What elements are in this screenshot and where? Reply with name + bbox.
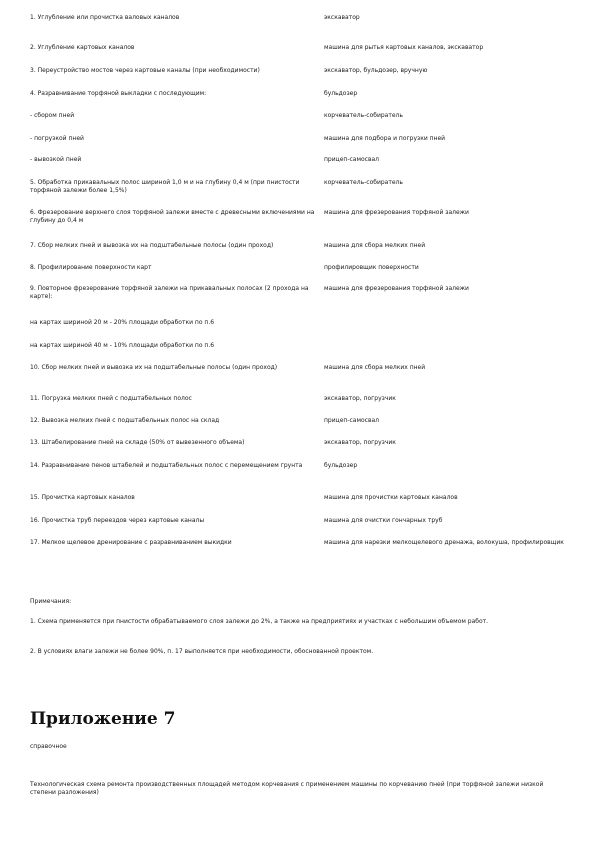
operation-text: 1. Углубление или прочистка валовых каналов	[30, 14, 180, 21]
appendix-description: Технологическая схема ремонта производственных площадей методом корчевания с применением машины по корчеванию пней (при торфяной залежи низкой степени разложения)	[30, 781, 544, 796]
machine-text: профилировщик поверхности	[324, 264, 419, 271]
machine-text: прицеп-самосвал	[324, 156, 380, 163]
machine-text: корчеватель-собиратель	[324, 112, 403, 119]
machine-text: экскаватор, бульдозер, вручную	[324, 67, 428, 74]
operation-text: 17. Мелкое щелевое дренирование с разравниванием выкидки	[30, 539, 232, 546]
note-item: 1. Схема применяется при пнистости обрабатываемого слоя залежи до 2%, а также на предприятиях и участках с небольшим объемом работ.	[30, 618, 489, 625]
machine-text: машина для фрезерования торфяной залежи	[324, 285, 469, 292]
operation-text: на картах шириной 40 м - 10% площади обработки по п.6	[30, 342, 215, 349]
operation-text: 16. Прочистка труб переездов через картовые каналы	[30, 517, 205, 524]
operation-text: 11. Погрузка мелких пней с подштабельных полос	[30, 395, 192, 402]
operation-text: 14. Разравнивание пенов штабелей и подштабельных полос с перемещением грунта	[30, 462, 303, 469]
machine-text: экскаватор, погрузчик	[324, 439, 396, 446]
appendix-title: Приложение 7	[30, 709, 176, 729]
notes-heading: Примечания:	[30, 598, 72, 605]
operation-text: - погрузкой пней	[30, 135, 84, 142]
operation-text: 15. Прочистка картовых каналов	[30, 494, 135, 501]
operation-text: 5. Обработка прикавальных полос шириной 1,0 м и на глубину 0,4 м (при пнистости торфяной залежи более 1,5%)	[30, 179, 300, 194]
machine-text: машина для нарезки мелкощелевого дренажа, волокуша, профилировщик	[324, 539, 564, 546]
operation-text: - сбором пней	[30, 112, 75, 119]
operation-text: - вывозкой пней	[30, 156, 82, 163]
operation-text: 10. Сбор мелких пней и вывозка их на подштабельные полосы (один проход)	[30, 364, 278, 371]
appendix-subtitle: справочное	[30, 743, 67, 750]
operation-text: 3. Переустройство мостов через картовые каналы (при необходимости)	[30, 67, 260, 74]
machine-text: бульдозер	[324, 462, 358, 469]
operation-text: 6. Фрезерование верхнего слоя торфяной залежи вместе с древесными включениями на глубину до 0,4 м	[30, 209, 315, 224]
machine-text: бульдозер	[324, 90, 358, 97]
operation-text: 13. Штабелирование пней на складе (50% от вывезенного объема)	[30, 439, 245, 446]
operation-text: 8. Профилирование поверхности карт	[30, 264, 152, 271]
operation-text: 9. Повторное фрезерование торфяной залежи на прикавальных полосах (2 прохода на карте):	[30, 285, 309, 300]
operation-text: на картах шириной 20 м - 20% площади обработки по п.6	[30, 319, 215, 326]
machine-text: машина для фрезерования торфяной залежи	[324, 209, 469, 216]
machine-text: прицеп-самосвал	[324, 417, 380, 424]
machine-text: машина для прочистки картовых каналов	[324, 494, 458, 501]
machine-text: машина для сбора мелких пней	[324, 242, 426, 249]
machine-text: экскаватор, погрузчик	[324, 395, 396, 402]
operation-text: 4. Разравнивание торфяной выкладки с последующим:	[30, 90, 207, 97]
machine-text: машина для очистки гончарных труб	[324, 517, 443, 524]
machine-text: машина для сбора мелких пней	[324, 364, 426, 371]
operation-text: 12. Вывозка мелких пней с подштабельных полос на склад	[30, 417, 220, 424]
note-item: 2. В условиях влаги залежи не более 90%, п. 17 выполняется при необходимости, обоснованной проектом.	[30, 648, 374, 655]
machine-text: машина для рытья картовых каналов, экскаватор	[324, 44, 484, 51]
machine-text: экскаватор	[324, 14, 360, 21]
machine-text: корчеватель-собиратель	[324, 179, 403, 186]
operation-text: 7. Сбор мелких пней и вывозка их на подштабельные полосы (один проход)	[30, 242, 274, 249]
machine-text: машина для подбора и погрузки пней	[324, 135, 446, 142]
operation-text: 2. Углубление картовых каналов	[30, 44, 135, 51]
